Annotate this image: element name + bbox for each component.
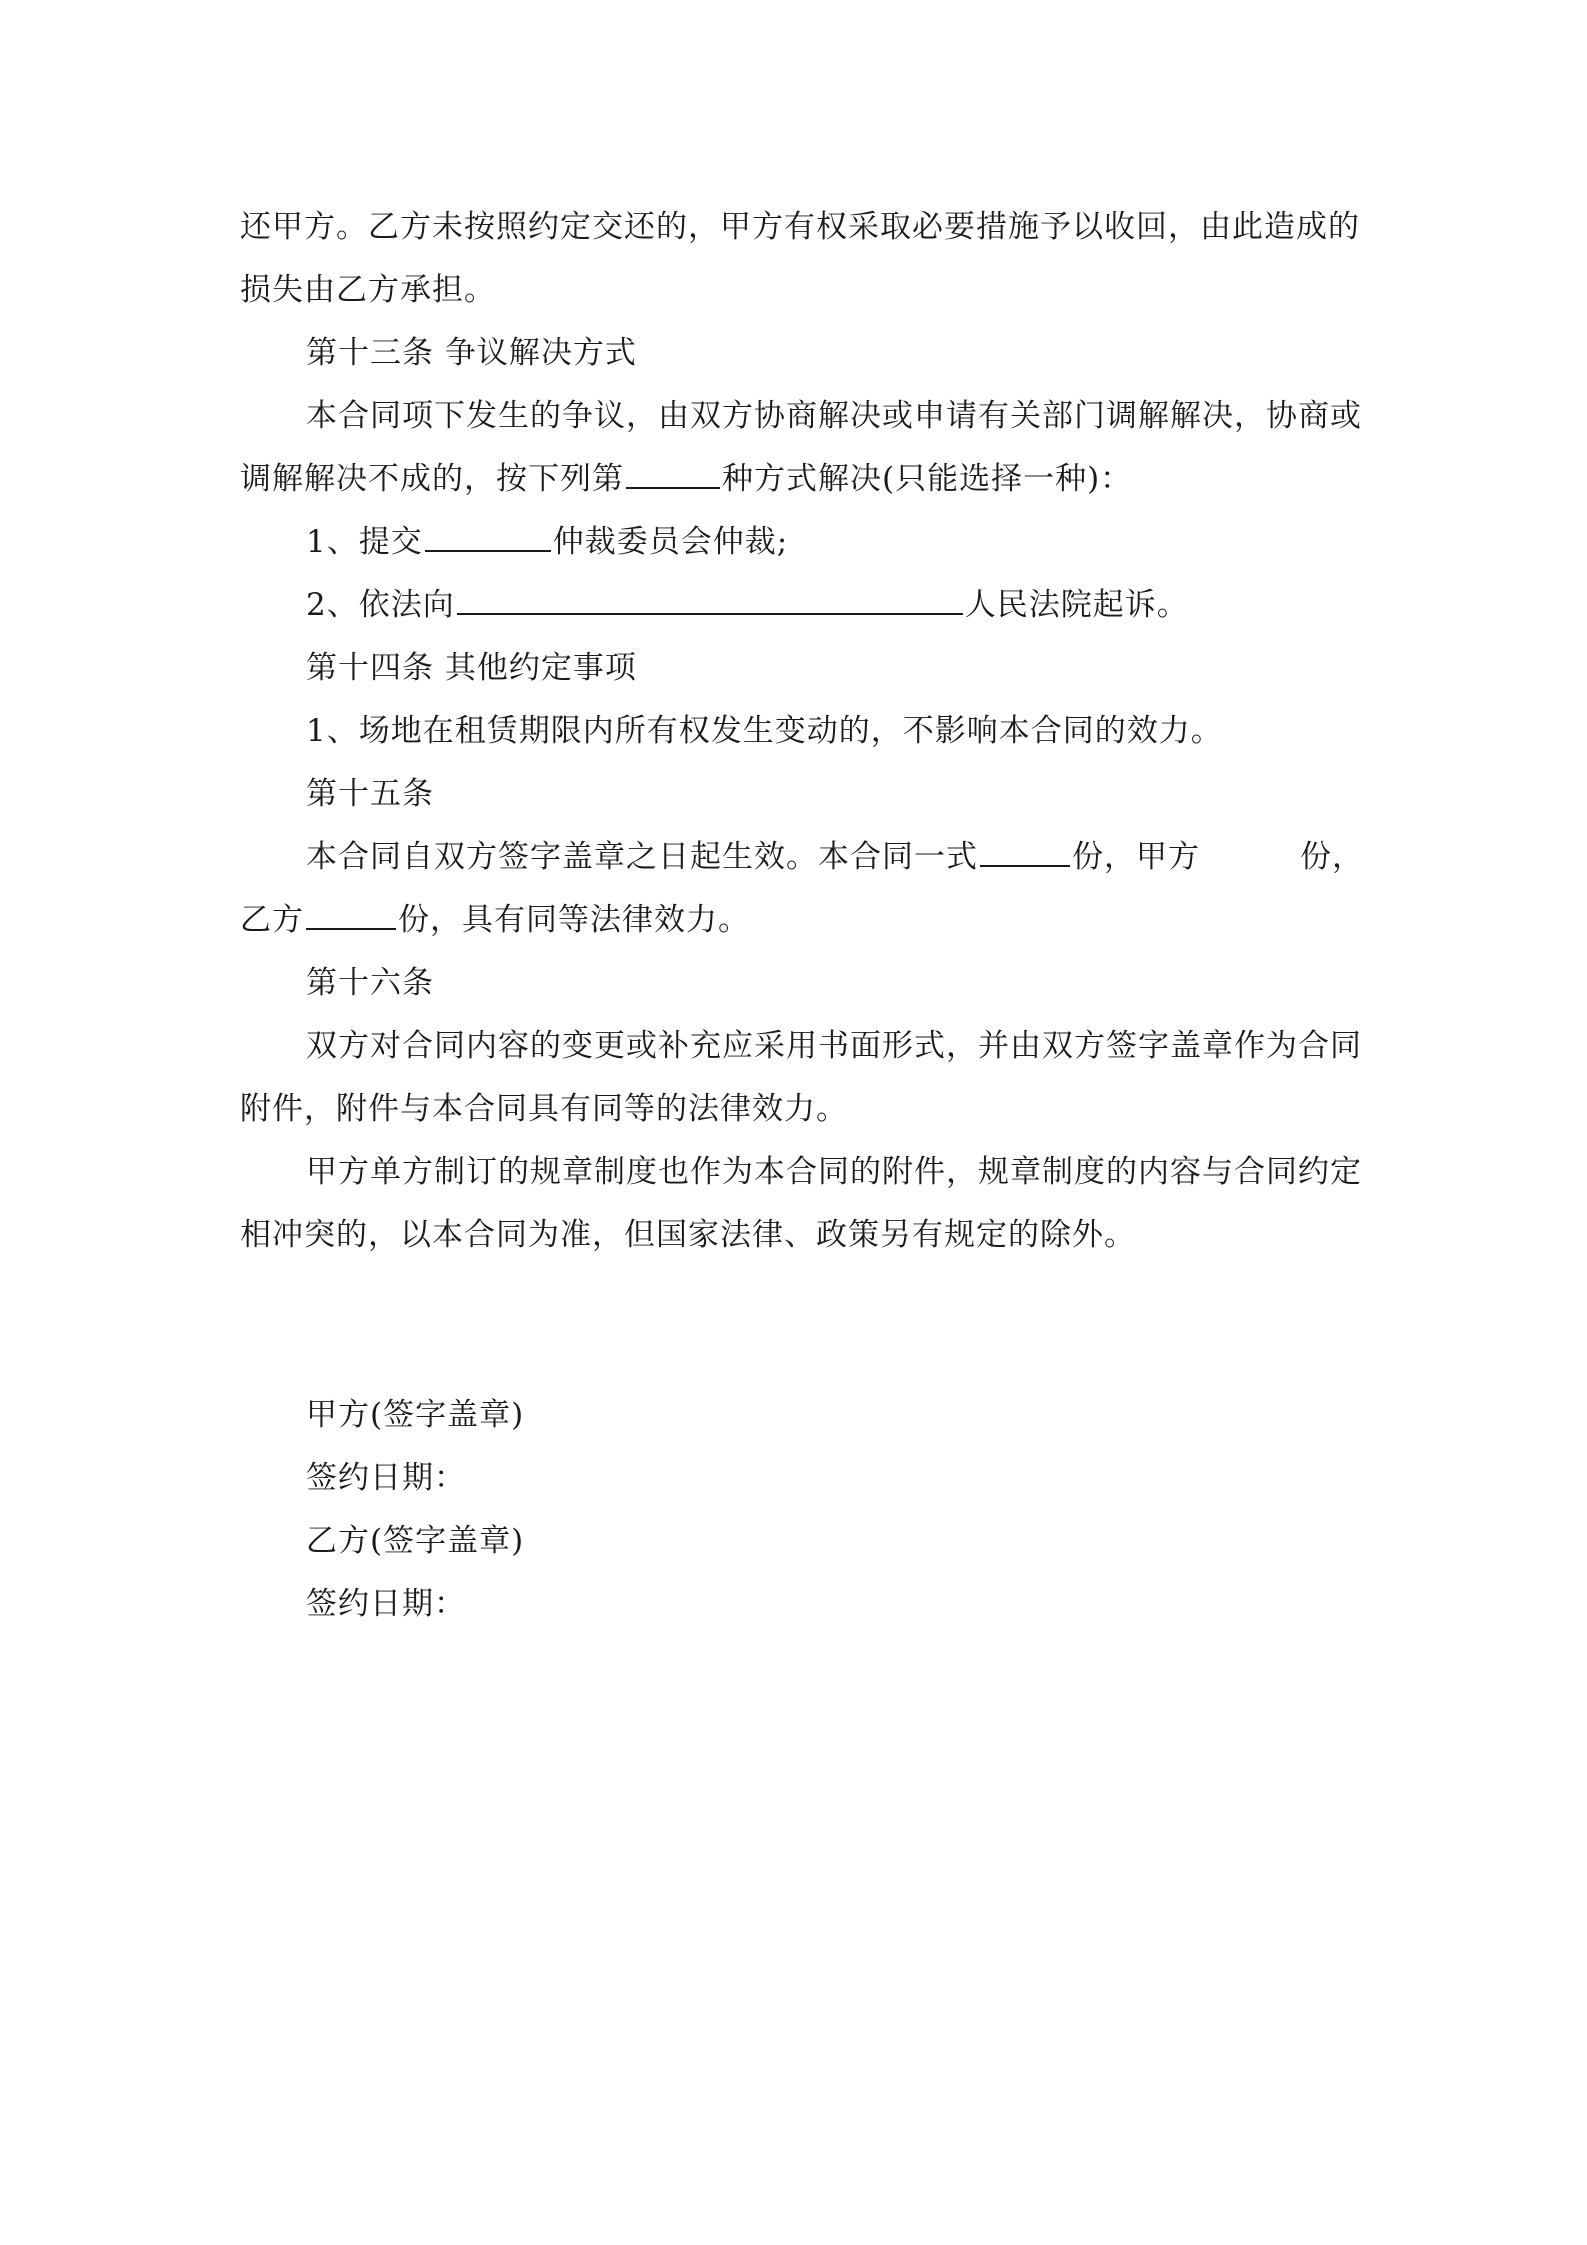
list-item xyxy=(306,522,1416,562)
list-item xyxy=(306,585,1416,625)
text-segment: 本合同自双方签字盖章之日起生效。本合同一式 xyxy=(306,839,978,875)
article-14-title: 第十四条 其他约定事项 xyxy=(306,650,637,686)
fill-in-blank xyxy=(980,837,1070,867)
text-segment: 份，具有同等法律效力。 xyxy=(398,902,750,938)
paragraph-line xyxy=(240,459,1350,499)
paragraph-line: 损失由乙方承担。 xyxy=(240,272,496,308)
party-a-signature: 甲方(签字盖章) xyxy=(306,1397,525,1433)
paragraph-line: 双方对合同内容的变更或补充应采用书面形式，并由双方签字盖章作为合同 xyxy=(306,1028,1362,1064)
article-16-title: 第十六条 xyxy=(306,965,434,1001)
text-segment: 调解解决不成的，按下列第 xyxy=(240,461,624,497)
text-segment: 1、提交 xyxy=(306,524,423,560)
text-segment: 人民法院起诉。 xyxy=(964,587,1189,623)
party-b-signature: 乙方(签字盖章) xyxy=(306,1523,525,1559)
party-b-date: 签约日期： xyxy=(306,1586,466,1622)
paragraph-line xyxy=(240,900,1350,940)
paragraph-line xyxy=(306,837,1364,877)
paragraph-line: 甲方单方制订的规章制度也作为本合同的附件，规章制度的内容与合同约定 xyxy=(306,1154,1362,1190)
text-segment: 份， xyxy=(1300,839,1364,875)
list-item: 1、场地在租赁期限内所有权发生变动的，不影响本合同的效力。 xyxy=(306,713,1223,749)
fill-in-blank xyxy=(626,459,720,489)
fill-in-blank xyxy=(457,585,963,615)
paragraph-line: 还甲方。乙方未按照约定交还的，甲方有权采取必要措施予以收回，由此造成的 xyxy=(240,209,1360,245)
paragraph-line: 相冲突的，以本合同为准，但国家法律、政策另有规定的除外。 xyxy=(240,1217,1136,1253)
paragraph-line: 本合同项下发生的争议，由双方协商解决或申请有关部门调解解决，协商或 xyxy=(306,398,1362,434)
party-a-date: 签约日期： xyxy=(306,1460,466,1496)
text-segment: 份，甲方 xyxy=(1072,839,1200,875)
text-segment: 仲裁委员会仲裁; xyxy=(552,524,789,560)
fill-in-blank xyxy=(306,900,396,930)
article-15-title: 第十五条 xyxy=(306,776,434,812)
text-segment: 2、依法向 xyxy=(306,587,455,623)
paragraph-line: 附件，附件与本合同具有同等的法律效力。 xyxy=(240,1091,848,1127)
fill-in-blank xyxy=(425,522,551,552)
text-segment: 种方式解决(只能选择一种)： xyxy=(722,461,1133,497)
article-13-title: 第十三条 争议解决方式 xyxy=(306,335,637,371)
text-segment: 乙方 xyxy=(240,902,304,938)
